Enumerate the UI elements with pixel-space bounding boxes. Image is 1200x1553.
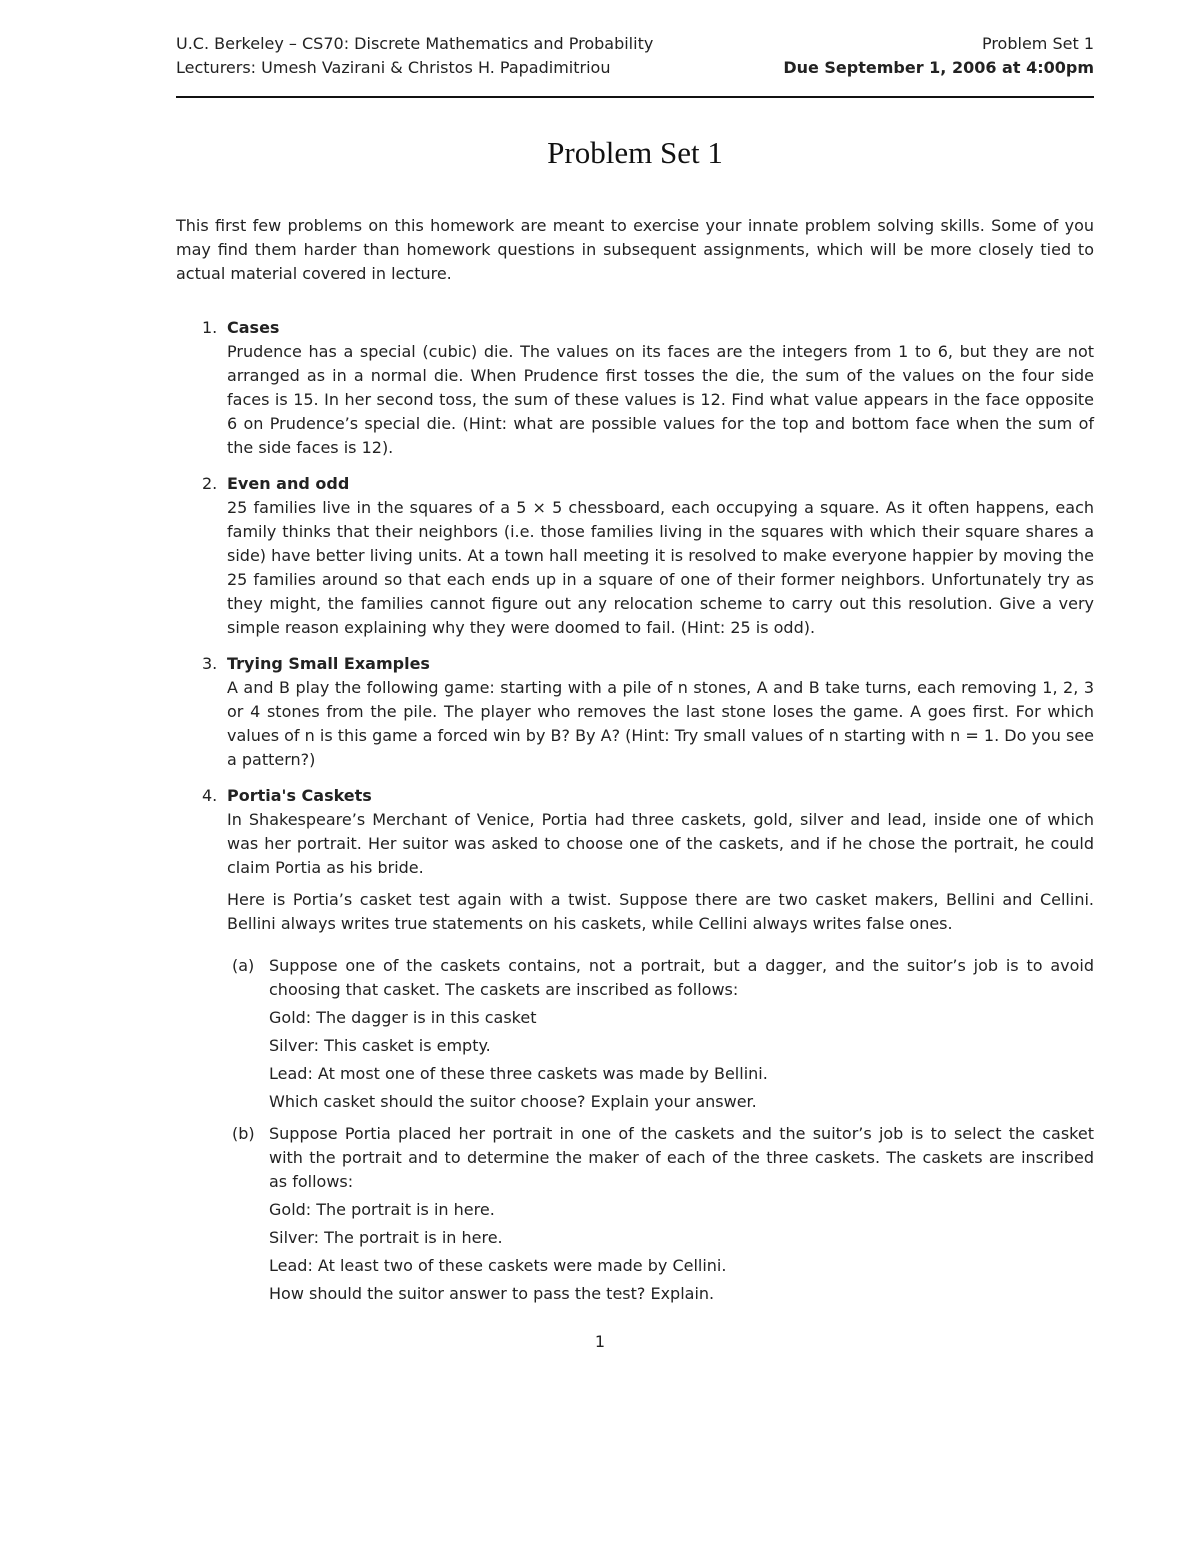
subpart-label: (a): [232, 956, 255, 975]
problem-text: A and B play the following game: starting with a pile of n stones, A and B take turns, each removing 1, 2, 3 or 4 stones from the pile. The player who removes the last stone loses the game. A goes first. For which values of n is this game a forced win by B? By A? (Hint: Try small values of n starting with n = 1. Do you see a pattern?): [227, 678, 1094, 769]
subpart-question: Which casket should the suitor choose? Explain your answer.: [269, 1092, 757, 1111]
subpart-label: (b): [232, 1124, 255, 1143]
problem-1: [202, 316, 1094, 460]
header-rule: [176, 96, 1094, 98]
problem-title: Even and odd: [227, 474, 350, 493]
subpart-text: Suppose one of the caskets contains, not a portrait, but a dagger, and the suitor’s job is to avoid choosing that casket. The caskets are inscribed as follows:: [269, 956, 1094, 999]
subpart-question: How should the suitor answer to pass the test? Explain.: [269, 1284, 715, 1303]
page-header: [176, 34, 1094, 82]
inscription-lead: Lead: At least two of these caskets were made by Cellini.: [269, 1256, 727, 1275]
problem-2: [202, 472, 1094, 640]
page-number: 1: [594, 1332, 606, 1351]
set-label: Problem Set 1: [981, 34, 1094, 53]
problem-3: [202, 652, 1094, 772]
problem-title: Trying Small Examples: [227, 654, 430, 673]
page-title: Problem Set 1: [547, 135, 723, 170]
subpart-b: [232, 1122, 1094, 1306]
document-page: [176, 34, 1094, 1306]
inscription-gold: Gold: The portrait is in here.: [269, 1200, 495, 1219]
course-name: U.C. Berkeley – CS70: Discrete Mathematics and Probability: [176, 34, 654, 53]
subpart-a: [232, 954, 1094, 1114]
problem-number: 2.: [202, 474, 218, 493]
inscription-lead: Lead: At most one of these three caskets was made by Bellini.: [269, 1064, 768, 1083]
inscription-gold: Gold: The dagger is in this casket: [269, 1008, 537, 1027]
problem-4: [202, 784, 1094, 1306]
problem-title: Portia's Caskets: [227, 786, 372, 805]
problem-number: 1.: [202, 318, 218, 337]
lecturers: Lecturers: Umesh Vazirani & Christos H. Papadimitriou: [176, 58, 611, 77]
intro-paragraph: This first few problems on this homework are meant to exercise your innate problem solving skills. Some of you may find them harder than homework questions in subsequent assignments, which will be more closely tied to actual material covered in lecture.: [176, 216, 1094, 283]
problem-text: Here is Portia’s casket test again with a twist. Suppose there are two casket makers, Bellini and Cellini. Bellini always writes true statements on his caskets, while Cellini always writes false ones.: [227, 890, 1094, 933]
problem-number: 4.: [202, 786, 218, 805]
inscription-silver: Silver: This casket is empty.: [269, 1036, 491, 1055]
due-date: Due September 1, 2006 at 4:00pm: [783, 58, 1094, 77]
problem-text: Prudence has a special (cubic) die. The values on its faces are the integers from 1 to 6, but they are not arranged as in a normal die. When Prudence first tosses the die, the sum of the values on the four side faces is 15. In her second toss, the sum of these values is 12. Find what value appears in the face opposite 6 on Prudence’s special die. (Hint: what are possible values for the top and bottom face when the sum of the side faces is 12).: [227, 342, 1094, 457]
problem-number: 3.: [202, 654, 218, 673]
problem-text: In Shakespeare’s Merchant of Venice, Portia had three caskets, gold, silver and lead, inside one of which was her portrait. Her suitor was asked to choose one of the caskets, and if he chose the portrait, he could claim Portia as his bride.: [227, 810, 1094, 877]
subpart-text: Suppose Portia placed her portrait in one of the caskets and the suitor’s job is to select the casket with the portrait and to determine the maker of each of the three caskets. The caskets are inscribed as follows:: [269, 1124, 1094, 1191]
problem-text: 25 families live in the squares of a 5 × 5 chessboard, each occupying a square. As it often happens, each family thinks that their neighbors (i.e. those families living in the squares with which their square shares a side) have better living units. At a town hall meeting it is resolved to make everyone happier by moving the 25 families around so that each ends up in a square of one of their former neighbors. Unfortunately try as they might, the families cannot figure out any relocation scheme to carry out this resolution. Give a very simple reason explaining why they were doomed to fail. (Hint: 25 is odd).: [227, 498, 1094, 637]
inscription-silver: Silver: The portrait is in here.: [269, 1228, 503, 1247]
problem-title: Cases: [227, 318, 280, 337]
